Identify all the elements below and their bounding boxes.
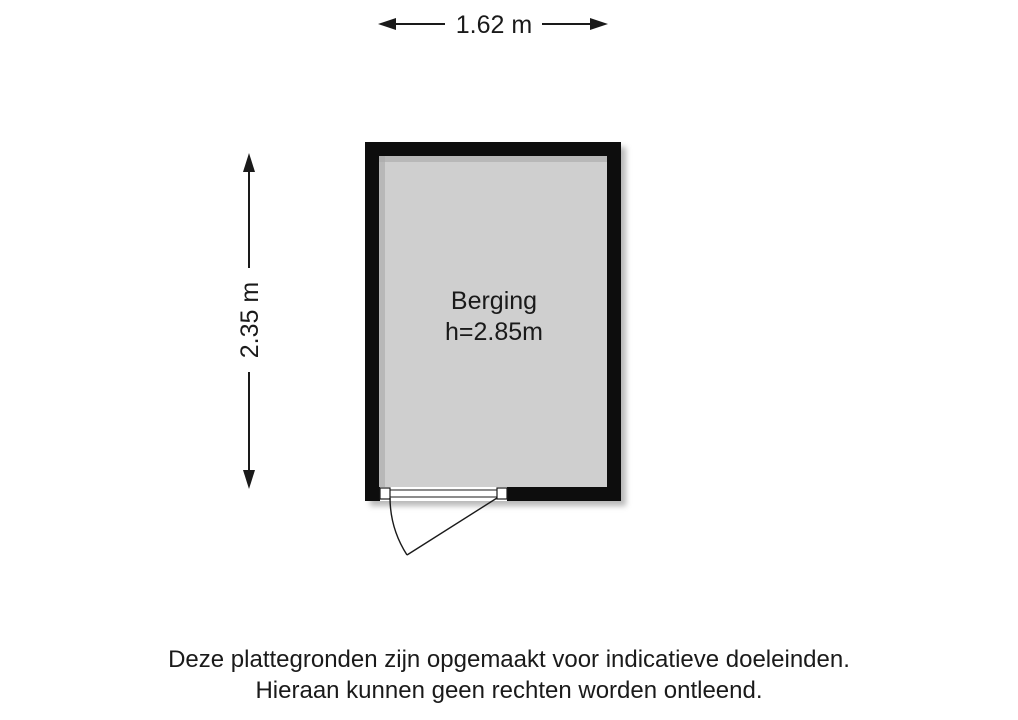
door-swing-arc	[390, 498, 407, 555]
depth-label: 2.35 m	[236, 281, 264, 359]
door-frame-right	[497, 488, 507, 499]
depth-dimension	[236, 153, 264, 489]
depth-arrow-top-head	[243, 153, 255, 172]
width-label: 1.62 m	[455, 11, 533, 39]
door-opening	[380, 487, 507, 501]
door-frame-left	[380, 488, 390, 499]
room-height: h=2.85m	[445, 318, 543, 346]
width-arrow-right-head	[590, 18, 608, 30]
disclaimer-line-2: Hieraan kunnen geen rechten worden ontleend.	[255, 677, 763, 704]
depth-arrow-bottom-head	[243, 470, 255, 489]
floor-inner-shade-left	[379, 156, 385, 487]
disclaimer-line-1: Deze plattegronden zijn opgemaakt voor indicatieve doeleinden.	[168, 646, 850, 673]
floor-inner-shade-top	[379, 156, 607, 162]
room-name: Berging	[450, 287, 538, 315]
width-dimension	[378, 11, 608, 39]
width-arrow-left-head	[378, 18, 396, 30]
door-leaf	[407, 498, 497, 555]
room-berging	[365, 142, 621, 555]
